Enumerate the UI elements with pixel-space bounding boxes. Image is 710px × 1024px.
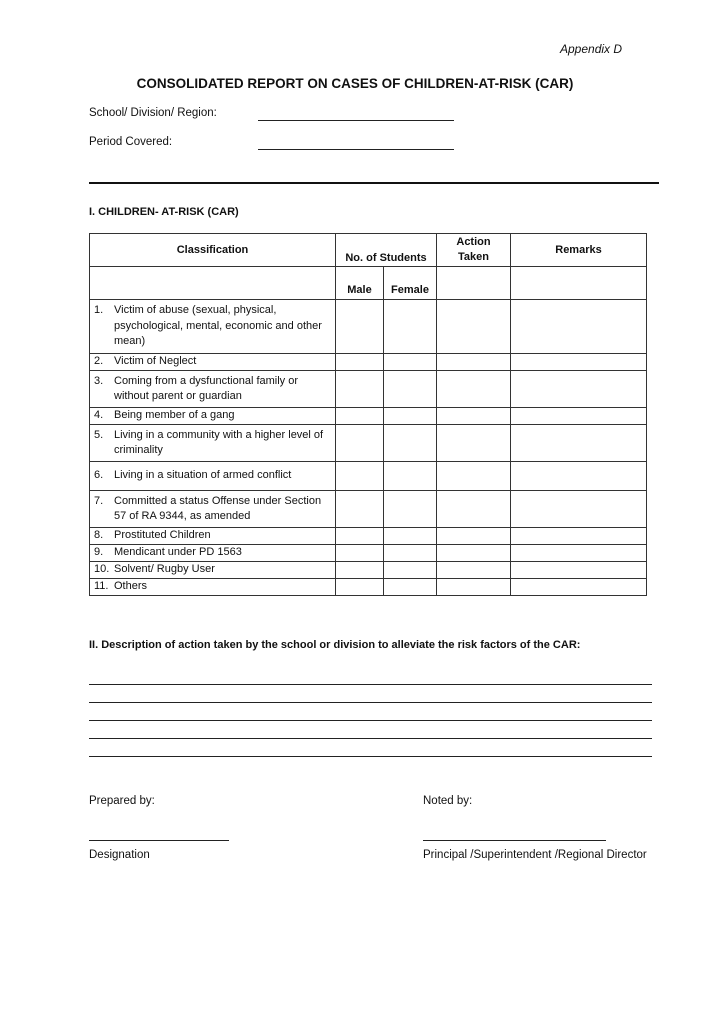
classification-cell (90, 300, 336, 354)
remarks-cell[interactable] (511, 562, 647, 579)
period-covered-label: Period Covered: (89, 136, 173, 148)
classification-cell (90, 462, 336, 491)
classification-label: Victim of abuse (sexual, physical, psychological, mental, economic and other mean) (114, 304, 322, 348)
action-taken-cell[interactable] (437, 579, 511, 596)
header-female: Female (384, 267, 437, 300)
period-covered-field[interactable] (258, 149, 454, 150)
classification-label: Being member of a gang (114, 409, 235, 422)
classification-cell (90, 579, 336, 596)
male-count-cell[interactable] (336, 545, 384, 562)
item-number: 9. (94, 546, 104, 559)
school-division-region-label: School/ Division/ Region: (89, 107, 217, 119)
female-count-cell[interactable] (384, 300, 437, 354)
approver-label: Principal /Superintendent /Regional Director (423, 849, 647, 861)
action-taken-cell[interactable] (437, 300, 511, 354)
header-blank-cell (437, 267, 511, 300)
male-count-cell[interactable] (336, 579, 384, 596)
description-line-5[interactable] (89, 756, 652, 757)
car-row (90, 545, 647, 562)
classification-cell (90, 562, 336, 579)
item-number: 1. (94, 304, 104, 317)
prepared-by-signature-line[interactable] (89, 840, 229, 841)
section-1-title: I. CHILDREN- AT-RISK (CAR) (89, 206, 239, 218)
header-blank-cell (90, 267, 336, 300)
action-taken-cell[interactable] (437, 491, 511, 528)
action-taken-cell[interactable] (437, 562, 511, 579)
noted-by-signature-line[interactable] (423, 840, 606, 841)
header-blank-cell (511, 267, 647, 300)
action-taken-cell[interactable] (437, 425, 511, 462)
female-count-cell[interactable] (384, 562, 437, 579)
description-line-2[interactable] (89, 702, 652, 703)
male-count-cell[interactable] (336, 425, 384, 462)
classification-label: Coming from a dysfunctional family or without parent or guardian (114, 374, 299, 402)
male-count-cell[interactable] (336, 408, 384, 425)
item-number: 7. (94, 494, 104, 507)
remarks-cell[interactable] (511, 425, 647, 462)
classification-cell (90, 528, 336, 545)
female-count-cell[interactable] (384, 491, 437, 528)
action-taken-cell[interactable] (437, 545, 511, 562)
classification-cell (90, 545, 336, 562)
prepared-by-label: Prepared by: (89, 795, 155, 807)
car-table (89, 233, 647, 596)
item-number: 8. (94, 529, 104, 542)
classification-label: Prostituted Children (114, 529, 211, 542)
remarks-cell[interactable] (511, 408, 647, 425)
remarks-cell[interactable] (511, 528, 647, 545)
appendix-label: Appendix D (560, 42, 623, 56)
classification-cell (90, 408, 336, 425)
header-no-of-students: No. of Students (336, 234, 437, 267)
item-number: 11. (94, 580, 109, 593)
car-row (90, 354, 647, 371)
female-count-cell[interactable] (384, 579, 437, 596)
female-count-cell[interactable] (384, 462, 437, 491)
male-count-cell[interactable] (336, 371, 384, 408)
item-number: 6. (94, 469, 104, 482)
car-row (90, 371, 647, 408)
male-count-cell[interactable] (336, 354, 384, 371)
female-count-cell[interactable] (384, 354, 437, 371)
car-row (90, 491, 647, 528)
male-count-cell[interactable] (336, 462, 384, 491)
remarks-cell[interactable] (511, 371, 647, 408)
remarks-cell[interactable] (511, 300, 647, 354)
female-count-cell[interactable] (384, 528, 437, 545)
remarks-cell[interactable] (511, 579, 647, 596)
female-count-cell[interactable] (384, 408, 437, 425)
remarks-cell[interactable] (511, 462, 647, 491)
classification-cell (90, 425, 336, 462)
item-number: 5. (94, 428, 104, 441)
car-row (90, 462, 647, 491)
male-count-cell[interactable] (336, 528, 384, 545)
description-line-1[interactable] (89, 684, 652, 685)
section-2-title: II. Description of action taken by the school or division to alleviate the risk factors of the CAR: (89, 639, 581, 651)
classification-label: Living in a situation of armed conflict (114, 469, 292, 482)
item-number: 4. (94, 409, 104, 422)
car-row (90, 425, 647, 462)
classification-label: Solvent/ Rugby User (114, 563, 215, 576)
action-taken-cell[interactable] (437, 462, 511, 491)
action-taken-cell[interactable] (437, 408, 511, 425)
car-row (90, 300, 647, 354)
car-row (90, 408, 647, 425)
designation-label: Designation (89, 849, 150, 861)
male-count-cell[interactable] (336, 300, 384, 354)
car-row (90, 528, 647, 545)
classification-label: Victim of Neglect (114, 355, 197, 368)
female-count-cell[interactable] (384, 425, 437, 462)
female-count-cell[interactable] (384, 371, 437, 408)
female-count-cell[interactable] (384, 545, 437, 562)
item-number: 2. (94, 355, 104, 368)
classification-cell (90, 354, 336, 371)
remarks-cell[interactable] (511, 545, 647, 562)
car-row (90, 562, 647, 579)
noted-by-label: Noted by: (423, 795, 473, 807)
description-line-3[interactable] (89, 720, 652, 721)
remarks-cell[interactable] (511, 491, 647, 528)
action-taken-cell[interactable] (437, 371, 511, 408)
classification-cell (90, 491, 336, 528)
remarks-cell[interactable] (511, 354, 647, 371)
item-number: 10. (94, 563, 110, 576)
classification-label: Living in a community with a higher level of criminality (114, 428, 324, 456)
action-taken-cell[interactable] (437, 354, 511, 371)
description-line-4[interactable] (89, 738, 652, 739)
male-count-cell[interactable] (336, 491, 384, 528)
item-number: 3. (94, 374, 104, 387)
header-male: Male (336, 267, 384, 300)
classification-label: Others (114, 580, 148, 593)
header-action-taken: Action Taken (437, 234, 511, 267)
male-count-cell[interactable] (336, 562, 384, 579)
action-taken-cell[interactable] (437, 528, 511, 545)
section-divider (89, 182, 659, 184)
page-title: CONSOLIDATED REPORT ON CASES OF CHILDREN-AT-RISK (CAR) (136, 76, 574, 91)
classification-cell (90, 371, 336, 408)
classification-label: Committed a status Offense under Section 57 of RA 9344, as amended (114, 494, 322, 522)
school-division-region-field[interactable] (258, 120, 454, 121)
header-classification: Classification (90, 234, 336, 267)
car-row (90, 579, 647, 596)
classification-label: Mendicant under PD 1563 (114, 546, 242, 559)
header-remarks: Remarks (511, 234, 647, 267)
